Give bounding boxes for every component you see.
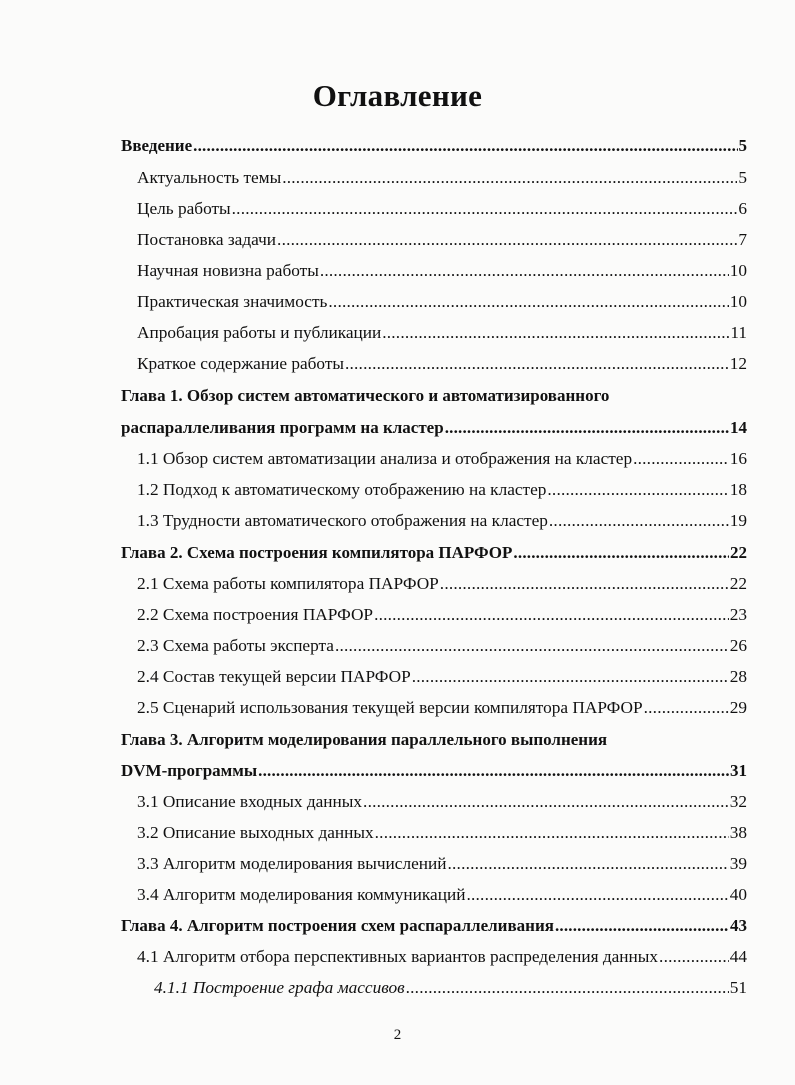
toc-entry[interactable] — [137, 289, 747, 315]
toc-entry-subsection[interactable] — [154, 975, 747, 1001]
toc-entry-page: 31 — [730, 761, 747, 780]
toc-entry[interactable] — [137, 477, 747, 503]
toc-entry-page: 22 — [730, 543, 747, 562]
toc-entry[interactable] — [137, 851, 747, 877]
toc-leader-dots — [258, 758, 729, 784]
toc-entry-page: 38 — [729, 823, 747, 842]
toc-entry-page: 11 — [730, 323, 747, 342]
toc-entry[interactable] — [137, 508, 747, 534]
toc-entry[interactable] — [137, 227, 747, 253]
toc-leader-dots — [448, 851, 729, 877]
toc-entry-label: Научная новизна работы — [137, 261, 319, 280]
toc-entry-page: 44 — [729, 947, 747, 966]
toc-entry-chapter-1[interactable] — [121, 415, 747, 441]
toc-entry-chapter-2[interactable] — [121, 540, 747, 566]
toc-entry-page: 40 — [729, 885, 747, 904]
toc-entry[interactable] — [137, 944, 747, 970]
toc-entry-label: Постановка задачи — [137, 230, 277, 249]
toc-entry-label: Практическая значимость — [137, 292, 328, 311]
toc-entry-page: 29 — [729, 698, 747, 717]
toc-entry-label: 3.4 Алгоритм моделирования коммуникаций — [137, 885, 466, 904]
toc-entry-label: 3.2 Описание выходных данных — [137, 823, 374, 842]
toc-leader-dots — [547, 477, 728, 503]
toc-entry-page: 18 — [729, 480, 747, 499]
toc-chapter-heading-line[interactable]: Глава 3. Алгоритм моделирования параллельного выполнения — [121, 730, 608, 749]
toc-entry-page: 10 — [729, 261, 747, 280]
toc-entry[interactable] — [137, 571, 747, 597]
toc-entry[interactable] — [137, 882, 747, 908]
toc-leader-dots — [513, 540, 729, 566]
toc-leader-dots — [440, 571, 729, 597]
toc-entry-page: 51 — [729, 978, 747, 997]
toc-entry-introduction[interactable] — [121, 133, 747, 159]
toc-entry[interactable] — [137, 165, 747, 191]
toc-entry[interactable] — [137, 633, 747, 659]
toc-entry-page: 7 — [738, 230, 747, 249]
toc-entry-label: 2.2 Схема построения ПАРФОР — [137, 605, 374, 624]
toc-entry-page: 32 — [729, 792, 747, 811]
toc-leader-dots — [232, 196, 738, 222]
toc-leader-dots — [644, 695, 729, 721]
toc-entry-label: 2.4 Состав текущей версии ПАРФОР — [137, 667, 411, 686]
toc-leader-dots — [445, 415, 729, 441]
toc-entry-label: 1.2 Подход к автоматическому отображению на кластер — [137, 480, 547, 499]
toc-entry[interactable] — [137, 695, 747, 721]
toc-entry-label: Краткое содержание работы — [137, 354, 344, 373]
toc-entry[interactable] — [137, 258, 747, 284]
toc-entry-label: Актуальность темы — [137, 168, 282, 187]
toc-entry-label: Введение — [121, 136, 193, 155]
toc-leader-dots — [320, 258, 729, 284]
toc-entry[interactable] — [137, 602, 747, 628]
toc-entry[interactable] — [137, 196, 747, 222]
toc-entry-label: Апробация работы и публикации — [137, 323, 382, 342]
toc-entry-label: DVM-программы — [121, 761, 258, 780]
toc-entry-page: 5 — [738, 168, 747, 187]
toc-leader-dots — [375, 820, 729, 846]
toc-entry[interactable] — [137, 351, 747, 377]
toc-entry-page: 22 — [729, 574, 747, 593]
page-title: Оглавление — [312, 78, 483, 113]
toc-entry-label: Цель работы — [137, 199, 231, 218]
toc-entry-label: 1.1 Обзор систем автоматизации анализа и отображения на кластер — [137, 449, 633, 468]
toc-leader-dots — [335, 633, 729, 659]
toc-leader-dots — [345, 351, 729, 377]
toc-entry-page: 5 — [738, 136, 747, 155]
toc-leader-dots — [633, 446, 729, 472]
toc-entry-page: 39 — [729, 854, 747, 873]
toc-entry-page: 23 — [729, 605, 747, 624]
toc-entry-label: Глава 4. Алгоритм построения схем распараллеливания — [121, 916, 554, 935]
toc-leader-dots — [363, 789, 729, 815]
toc-entry-label: 2.5 Сценарий использования текущей версии компилятора ПАРФОР — [137, 698, 643, 717]
toc-entry-label: распараллеливания программ на кластер — [121, 418, 444, 437]
toc-leader-dots — [382, 320, 729, 346]
toc-entry[interactable] — [137, 664, 747, 690]
toc-entry-page: 28 — [729, 667, 747, 686]
toc-entry-label: Глава 2. Схема построения компилятора ПАРФОР — [121, 543, 513, 562]
toc-entry[interactable] — [137, 320, 747, 346]
toc-entry-page: 14 — [730, 418, 747, 437]
toc-entry-page: 6 — [738, 199, 747, 218]
toc-leader-dots — [406, 975, 729, 1001]
toc-entry-page: 10 — [729, 292, 747, 311]
toc-entry-chapter-3[interactable] — [121, 758, 747, 784]
toc-entry-page: 43 — [730, 916, 747, 935]
toc-leader-dots — [277, 227, 737, 253]
toc-entry-label: 1.3 Трудности автоматического отображения на кластер — [137, 511, 548, 530]
toc-entry-page: 12 — [729, 354, 747, 373]
toc-entry[interactable] — [137, 446, 747, 472]
toc-leader-dots — [282, 165, 737, 191]
toc-chapter-heading-line[interactable]: Глава 1. Обзор систем автоматического и автоматизированного — [121, 386, 610, 405]
toc-entry-label: 4.1.1 Построение графа массивов — [154, 978, 405, 997]
toc-entry-label: 3.1 Описание входных данных — [137, 792, 363, 811]
toc-leader-dots — [659, 944, 729, 970]
toc-leader-dots — [466, 882, 728, 908]
toc-entry-label: 3.3 Алгоритм моделирования вычислений — [137, 854, 447, 873]
toc-entry-page: 26 — [729, 636, 747, 655]
toc-leader-dots — [328, 289, 728, 315]
toc-entry[interactable] — [137, 789, 747, 815]
toc-entry-label: 4.1 Алгоритм отбора перспективных вариантов распределения данных — [137, 947, 659, 966]
toc-entry-label: 2.1 Схема работы компилятора ПАРФОР — [137, 574, 439, 593]
toc-entry-page: 16 — [729, 449, 747, 468]
toc-leader-dots — [555, 913, 729, 939]
toc-entry[interactable] — [137, 820, 747, 846]
toc-leader-dots — [412, 664, 729, 690]
toc-entry-chapter-4[interactable] — [121, 913, 747, 939]
page-number: 2 — [393, 1027, 402, 1043]
toc-leader-dots — [374, 602, 729, 628]
toc-entry-page: 19 — [729, 511, 747, 530]
toc-entry-label: 2.3 Схема работы эксперта — [137, 636, 334, 655]
toc-leader-dots — [193, 133, 737, 159]
toc-leader-dots — [549, 508, 729, 534]
